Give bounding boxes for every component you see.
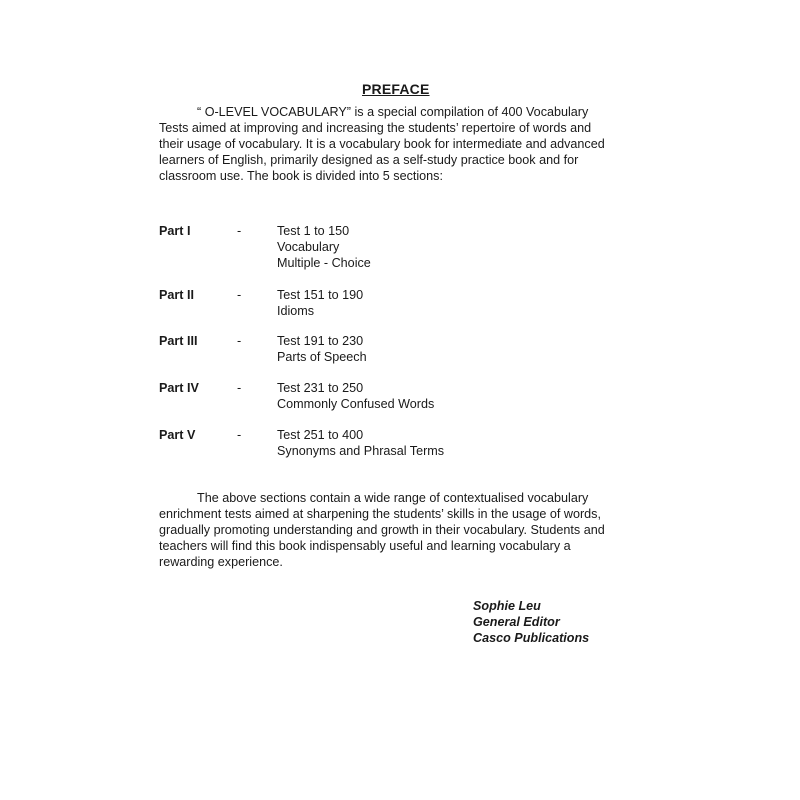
section-line: Test 251 to 400 bbox=[277, 428, 364, 442]
intro-line: their usage of vocabulary. It is a vocabulary book for intermediate and advanced bbox=[159, 137, 605, 151]
section-description bbox=[277, 427, 444, 459]
intro-line: “ O-LEVEL VOCABULARY” is a special compilation of 400 Vocabulary bbox=[197, 105, 589, 119]
closing-paragraph bbox=[159, 490, 630, 570]
section-dash: - bbox=[237, 288, 242, 302]
page-title: PREFACE bbox=[362, 81, 430, 97]
section-line: Test 151 to 190 bbox=[277, 288, 364, 302]
intro-line: Tests aimed at improving and increasing the students’ repertoire of words and bbox=[159, 121, 592, 135]
signature-block bbox=[473, 598, 589, 646]
section-dash: - bbox=[237, 224, 242, 238]
section-line: Vocabulary bbox=[277, 240, 340, 254]
section-label: Part IV bbox=[159, 381, 199, 395]
closing-line: The above sections contain a wide range of contextualised vocabulary bbox=[197, 491, 589, 505]
signature-name: Sophie Leu bbox=[473, 599, 541, 613]
section-dash: - bbox=[237, 381, 242, 395]
closing-line: rewarding experience. bbox=[159, 555, 283, 569]
section-line: Commonly Confused Words bbox=[277, 397, 435, 411]
closing-line: teachers will find this book indispensably useful and learning vocabulary a bbox=[159, 539, 571, 553]
signature-company: Casco Publications bbox=[473, 631, 590, 645]
section-label: Part III bbox=[159, 334, 198, 348]
section-line: Idioms bbox=[277, 304, 315, 318]
signature-role: General Editor bbox=[473, 615, 560, 629]
closing-line: gradually promoting understanding and growth in their vocabulary. Students and bbox=[159, 523, 605, 537]
section-label: Part II bbox=[159, 288, 194, 302]
closing-line: enrichment tests aimed at sharpening the students’ skills in the usage of words, bbox=[159, 507, 601, 521]
intro-paragraph bbox=[159, 104, 630, 184]
section-line: Multiple - Choice bbox=[277, 256, 371, 270]
section-dash: - bbox=[237, 334, 242, 348]
section-line: Test 231 to 250 bbox=[277, 381, 364, 395]
section-description bbox=[277, 287, 363, 319]
intro-line: classroom use. The book is divided into 5 sections: bbox=[159, 169, 443, 183]
section-line: Parts of Speech bbox=[277, 350, 367, 364]
section-label: Part I bbox=[159, 224, 191, 238]
section-description bbox=[277, 223, 371, 271]
section-line: Test 191 to 230 bbox=[277, 334, 364, 348]
section-description bbox=[277, 333, 367, 365]
section-dash: - bbox=[237, 428, 242, 442]
section-label: Part V bbox=[159, 428, 196, 442]
section-line: Synonyms and Phrasal Terms bbox=[277, 444, 445, 458]
section-description bbox=[277, 380, 434, 412]
intro-line: learners of English, primarily designed as a self-study practice book and for bbox=[159, 153, 579, 167]
section-line: Test 1 to 150 bbox=[277, 224, 350, 238]
